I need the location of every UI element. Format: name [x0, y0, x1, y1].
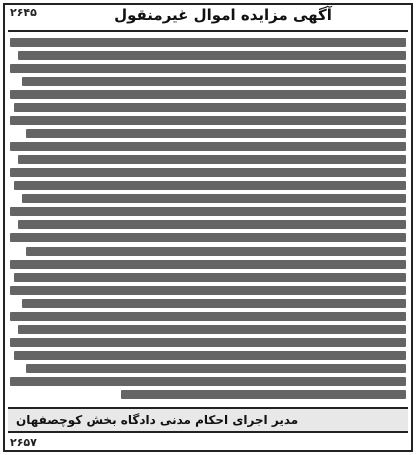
body-text-line — [18, 325, 406, 334]
notice-body — [10, 38, 406, 399]
body-text-line — [18, 51, 406, 60]
body-text-line — [10, 142, 406, 151]
body-text-line — [10, 168, 406, 177]
body-text-line — [26, 247, 406, 256]
body-text-line — [10, 90, 406, 99]
body-text-line — [10, 377, 406, 386]
body-text-line — [18, 155, 406, 164]
body-text-line — [26, 129, 406, 138]
footer-bar — [8, 407, 408, 433]
body-text-line — [10, 260, 406, 269]
body-text-line — [14, 273, 406, 282]
body-text-line — [22, 194, 406, 203]
body-text-line — [10, 38, 406, 47]
body-text-line — [14, 181, 406, 190]
body-text-line — [10, 286, 406, 295]
body-text-line — [10, 233, 406, 242]
body-text-line — [14, 103, 406, 112]
body-text-line — [18, 220, 406, 229]
body-text-line — [22, 77, 406, 86]
body-text-line — [10, 312, 406, 321]
body-text-line — [10, 64, 406, 73]
body-text-line — [10, 116, 406, 125]
issuing-office: مدیر اجرای احکام مدنی دادگاه بخش کوچصفهان — [16, 413, 299, 427]
body-text-line — [22, 299, 406, 308]
body-text-line — [10, 338, 406, 347]
body-text-line — [121, 390, 406, 399]
body-text-line — [14, 351, 406, 360]
reference-number-bottom: ۲۶۵۷ — [10, 436, 37, 449]
title-divider — [8, 30, 408, 32]
body-text-line — [26, 364, 406, 373]
reference-number-top: ۲۶۴۵ — [10, 6, 37, 19]
notice-title: آگهی مزایده اموال غیرمنقول — [114, 6, 332, 24]
body-text-line — [10, 207, 406, 216]
